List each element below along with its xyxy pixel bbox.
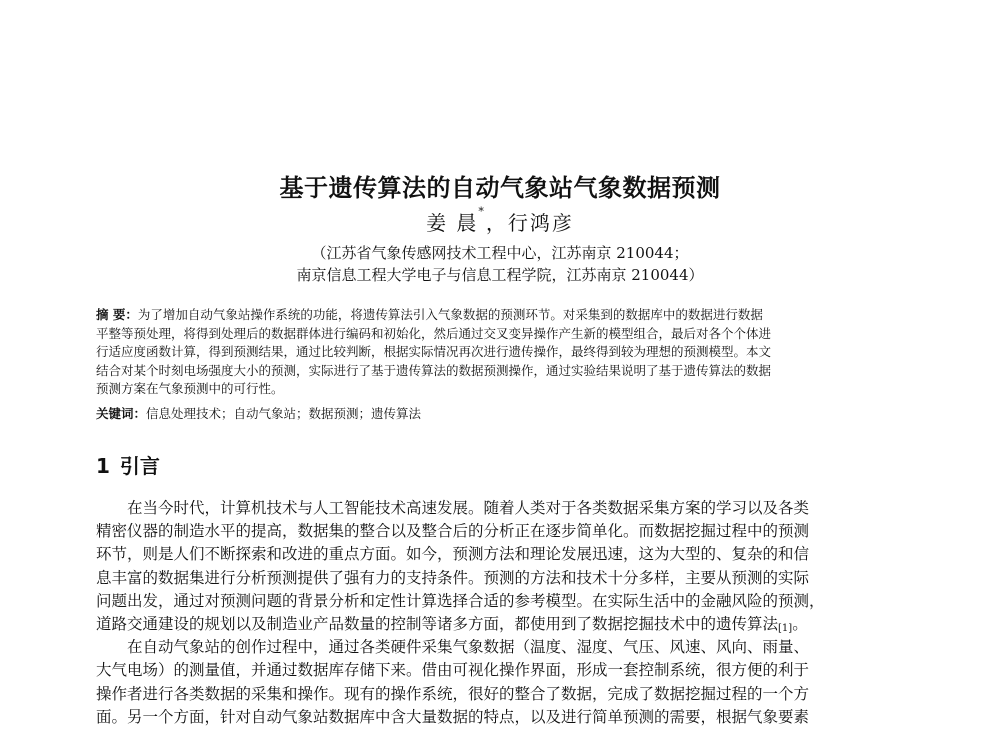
body-line: 在当今时代，计算机技术与人工智能技术高速发展。随着人类对于各类数据采集方案的学习以及各类: [127, 499, 810, 517]
abstract-line: 结合对某个时刻电场强度大小的预测，实际进行了基于遗传算法的数据预测操作，通过实验结果说明了基于遗传算法的数据: [96, 362, 772, 378]
body-line: 面。另一个方面，针对自动气象站数据库中含大量数据的特点，以及进行简单预测的需要，根据气象要素: [96, 707, 810, 726]
abstract: [96, 306, 906, 399]
section-heading: [96, 450, 160, 479]
abstract-line: 行适应度函数计算，得到预测结果，通过比较判断，根据实际情况再次进行遗传操作，最终得到较为理想的预测模型。本文: [96, 344, 772, 360]
body-line: 操作者进行各类数据的采集和操作。现有的操作系统，很好的整合了数据，完成了数据挖掘过程的一个方: [96, 684, 810, 703]
body-line: 在自动气象站的创作过程中，通过各类硬件采集气象数据（温度、湿度、气压、风速、风向、雨量、: [127, 638, 810, 657]
body-line: 精密仪器的制造水平的提高，数据集的整合以及整合后的分析正在逐步简单化。而数据挖掘过程中的预测: [96, 522, 810, 541]
abstract-label: 摘 要：: [96, 307, 138, 322]
body-line: 息丰富的数据集进行分析预测提供了强有力的支持条件。预测的方法和技术十分多样，主要从预测的实际: [96, 568, 810, 587]
body-line: 环节，则是人们不断探索和改进的重点方面。如今，预测方法和理论发展迅速，这为大型的、复杂的和信: [96, 545, 810, 564]
keywords: [96, 405, 906, 423]
corresponding-author-mark: *: [478, 205, 486, 218]
keywords-text: 信息处理技术；自动气象站；数据预测；遗传算法: [146, 406, 422, 421]
author-name: 姜 晨: [426, 211, 479, 235]
body-line: 问题出发，通过对预测问题的背景分析和定性计算选择合适的参考模型。在实际生活中的金融风险的预测，: [96, 591, 825, 610]
keywords-label: 关键词：: [96, 406, 147, 421]
abstract-line: 平整等预处理，将得到处理后的数据群体进行编码和初始化，然后通过交叉变异操作产生新的模型组合，最后对各个个体进: [96, 325, 772, 341]
body-text: [96, 497, 906, 729]
body-text-segment: 道路交通建设的规划以及制造业产品数量的控制等诸多方面，都使用到了数据挖掘技术中的遗传算法: [96, 614, 779, 633]
citation-reference[interactable]: [1]: [778, 622, 793, 634]
author-separator: ，: [485, 211, 508, 235]
body-text-segment: 。: [792, 614, 808, 633]
affiliation-line: （江苏省气象传感网技术工程中心，江苏南京 210044；: [311, 244, 689, 262]
abstract-line: [96, 306, 906, 325]
body-line: [96, 613, 906, 636]
body-line: 大气电场）的测量值，并通过数据库存储下来。借由可视化操作界面，形成一套控制系统，很方便的利于: [96, 661, 810, 680]
author-line: [0, 207, 1000, 236]
abstract-text: 为了增加自动气象站操作系统的功能，将遗传算法引入气象数据的预测环节。对采集到的数据库中的数据进行数据: [137, 307, 763, 322]
affiliation-line: 南京信息工程大学电子与信息工程学院，江苏南京 210044）: [296, 266, 704, 284]
section-title: 引言: [119, 454, 160, 478]
paper-title: 基于遗传算法的自动气象站气象数据预测: [279, 174, 721, 202]
section-number: 1: [96, 454, 110, 478]
abstract-line: 预测方案在气象预测中的可行性。: [96, 381, 284, 397]
author-name: 行鸿彦: [507, 211, 574, 235]
